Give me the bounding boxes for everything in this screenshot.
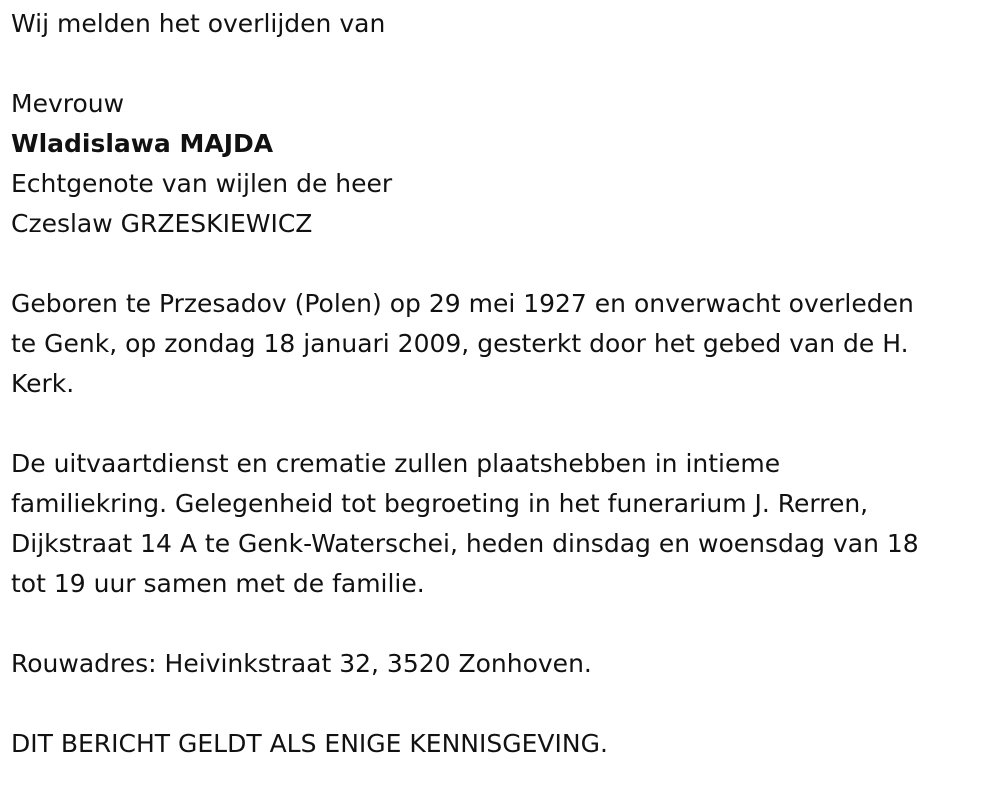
paragraph-line: Geboren te Przesadov (Polen) op 29 mei 1927 en onverwacht overleden	[11, 289, 914, 318]
honorific: Mevrouw	[11, 89, 125, 118]
intro-text: Wij melden het overlijden van	[11, 9, 386, 38]
funeral-paragraph	[11, 444, 991, 604]
closing-statement: DIT BERICHT GELDT ALS ENIGE KENNISGEVING.	[11, 729, 608, 758]
paragraph-line: te Genk, op zondag 18 januari 2009, gesterkt door het gebed van de H.	[11, 329, 909, 358]
spacer	[11, 44, 991, 84]
paragraph-line: familiekring. Gelegenheid tot begroeting in het funerarium J. Rerren,	[11, 489, 869, 518]
paragraph-line: Dijkstraat 14 A te Genk-Waterschei, heden dinsdag en woensdag van 18	[11, 529, 919, 558]
spacer	[11, 684, 991, 724]
spouse-label: Echtgenote van wijlen de heer	[11, 169, 393, 198]
paragraph-line: Kerk.	[11, 369, 75, 398]
mourning-address: Rouwadres: Heivinkstraat 32, 3520 Zonhoven.	[11, 649, 592, 678]
spouse-name: Czeslaw GRZESKIEWICZ	[11, 209, 313, 238]
spacer	[11, 404, 991, 444]
deceased-name: Wladislawa MAJDA	[11, 129, 274, 158]
death-notice	[11, 0, 991, 764]
birth-death-paragraph	[11, 284, 991, 404]
spacer	[11, 244, 991, 284]
paragraph-line: tot 19 uur samen met de familie.	[11, 569, 425, 598]
spacer	[11, 604, 991, 644]
paragraph-line: De uitvaartdienst en crematie zullen plaatshebben in intieme	[11, 449, 781, 478]
